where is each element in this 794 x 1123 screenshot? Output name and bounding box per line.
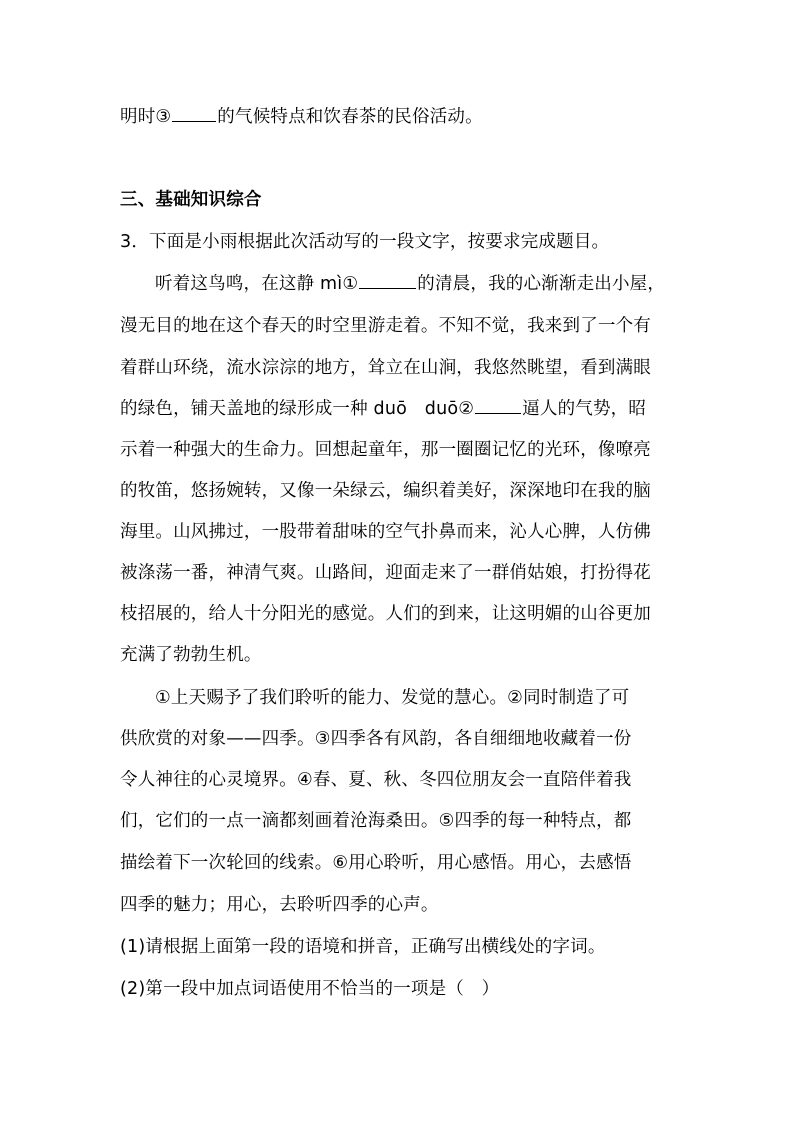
text-segment: 明时③ bbox=[120, 107, 172, 127]
paragraph-2-line-4: 们，它们的一点一滴都刻画着沧海桑田。⑤四季的每一种特点，都 bbox=[120, 811, 632, 831]
paragraph-2-line-2: 供欣赏的对象——四季。③四季各有风韵，各自细细地收藏着一份 bbox=[120, 729, 632, 749]
question-3-prompt: 3．下面是小雨根据此次活动写的一段文字，按要求完成题目。 bbox=[120, 232, 610, 252]
paragraph-2-line-5: 描绘着下一次轮回的线索。⑥用心聆听，用心感悟。用心，去感悟 bbox=[120, 853, 632, 873]
paragraph-1-line-9: 枝招展的，给人十分阳光的感觉。人们的到来，让这明媚的山谷更加 bbox=[120, 604, 651, 624]
paragraph-1-line-1 bbox=[155, 272, 665, 296]
paragraph-1-line-10: 充满了勃勃生机。 bbox=[120, 645, 262, 665]
paragraph-1-line-7: 海里。山风拂过，一股带着甜味的空气扑鼻而来，沁人心脾，人仿佛 bbox=[120, 522, 651, 542]
answer-blank-3[interactable] bbox=[172, 105, 216, 122]
text-segment: 的气候特点和饮春茶的民俗活动。 bbox=[217, 107, 483, 127]
paragraph-1-line-8: 被涤荡一番，神清气爽。山路间，迎面走来了一群俏姑娘，打扮得花 bbox=[120, 563, 651, 583]
sub-question-2: (2)第一段中加点词语使用不恰当的一项是（ ） bbox=[120, 979, 500, 999]
paragraph-2-line-3: 令人神往的心灵境界。④春、夏、秋、冬四位朋友会一直陪伴着我 bbox=[120, 770, 632, 790]
paragraph-1-line-3: 着群山环绕，流水淙淙的地方，耸立在山涧，我悠然眺望，看到满眼 bbox=[120, 358, 651, 378]
paragraph-1-line-6: 的牧笛，悠扬婉转，又像一朵绿云，编织着美好，深深地印在我的脑 bbox=[120, 481, 651, 501]
text-segment: 逼人的气势，昭 bbox=[522, 399, 647, 419]
section-heading: 三、基础知识综合 bbox=[120, 190, 262, 210]
paragraph-1-line-4 bbox=[120, 397, 646, 421]
text-segment: 的绿色，铺天盖地的绿形成一种 duō duō② bbox=[120, 399, 475, 419]
paragraph-1-line-2: 漫无目的地在这个春天的时空里游走着。不知不觉，我来到了一个有 bbox=[120, 316, 651, 336]
text-segment: 的清晨，我的心渐渐走出小屋， bbox=[417, 274, 666, 294]
answer-blank-1[interactable] bbox=[359, 272, 416, 289]
paragraph-2-line-6: 四季的魅力；用心，去聆听四季的心声。 bbox=[120, 895, 439, 915]
paragraph-2-line-1: ①上天赐予了我们聆听的能力、发觉的慧心。②同时制造了可 bbox=[155, 688, 630, 708]
sub-question-1: (1)请根据上面第一段的语境和拼音，正确写出横线处的字词。 bbox=[120, 937, 606, 957]
text-line-continuation bbox=[120, 105, 483, 129]
answer-blank-2[interactable] bbox=[475, 397, 521, 414]
paragraph-1-line-5: 示着一种强大的生命力。回想起童年，那一圈圈记忆的光环，像嘹亮 bbox=[120, 440, 651, 460]
text-segment: 听着这鸟鸣，在这静 mì① bbox=[155, 274, 359, 294]
